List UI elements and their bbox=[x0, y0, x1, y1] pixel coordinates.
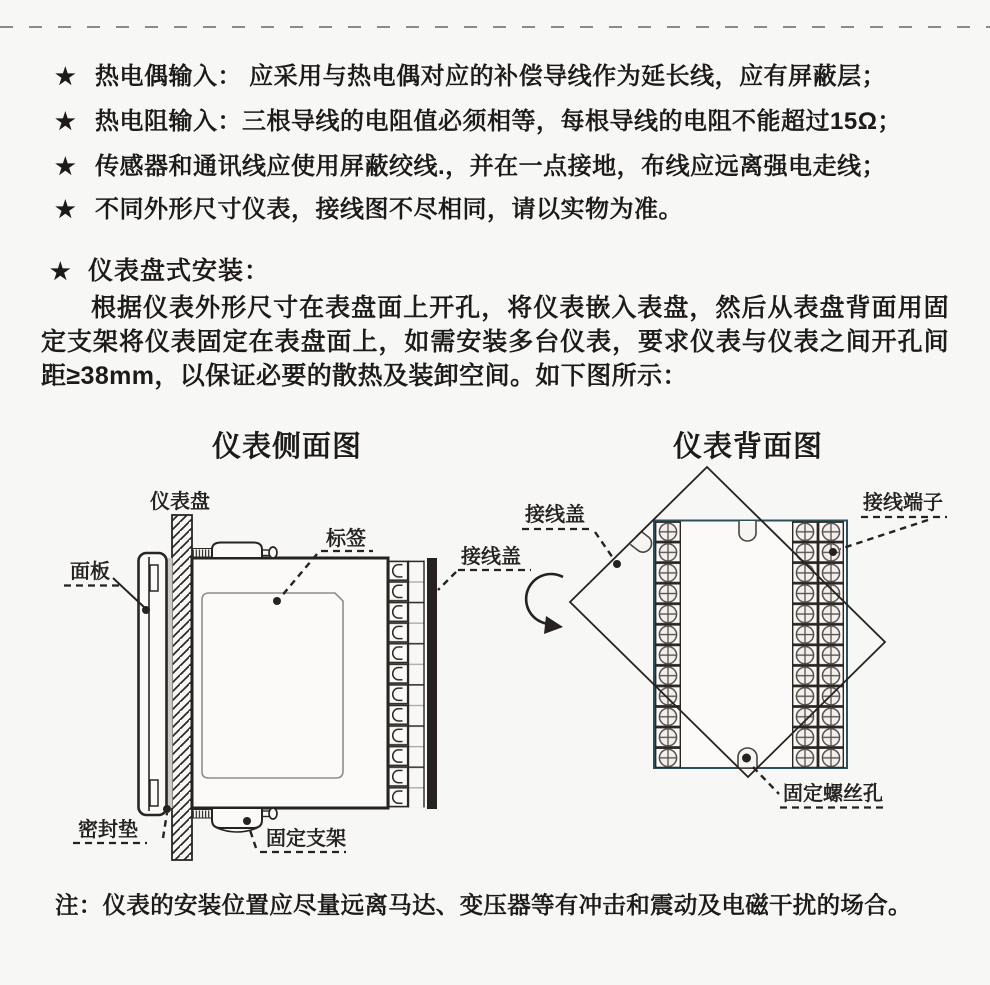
label-fixing-bracket: 固定支架 bbox=[266, 828, 346, 850]
instrument-body bbox=[192, 558, 388, 808]
bullet-text: 热电偶输入： 应采用与热电偶对应的补偿导线作为延长线，应有屏蔽层； bbox=[95, 63, 887, 90]
label-faceplate: 面板 bbox=[70, 561, 110, 583]
bullet-item-rtd bbox=[55, 107, 902, 136]
back-view-title: 仪表背面图 bbox=[672, 431, 824, 463]
star-bullet-icon: ★ bbox=[55, 196, 77, 222]
label-gasket: 密封垫 bbox=[78, 819, 138, 841]
section-title: 仪表盘式安装： bbox=[88, 257, 271, 285]
front-bezel bbox=[139, 553, 167, 815]
label-terminals: 接线端子 bbox=[863, 492, 943, 514]
terminal-strip-side bbox=[388, 561, 409, 808]
section-header-panel-mounting bbox=[50, 251, 270, 287]
installation-paragraph: 根据仪表外形尺寸在表盘面上开孔，将仪表嵌入表盘，然后从表盘背面用固定支架将仪表固定在表盘面上，如需安装多台仪表，要求仪表与仪表之间开孔间距≥38mm，以保证必要的散热及装卸空间。如下图所示： bbox=[41, 294, 949, 390]
star-bullet-icon: ★ bbox=[50, 258, 72, 284]
bullet-text: 热电阻输入：三根导线的电阻值必须相等，每根导线的电阻不能超过15Ω； bbox=[95, 108, 902, 135]
bottom-fixing-bracket bbox=[193, 808, 278, 832]
back-view-drawing bbox=[522, 467, 947, 808]
bullet-item-wiring-diagram bbox=[55, 195, 683, 224]
wiring-cover-bar bbox=[427, 558, 437, 809]
star-bullet-icon: ★ bbox=[55, 108, 77, 134]
label-wiring-cover-side: 接线盖 bbox=[461, 546, 521, 568]
bullet-item-shielding bbox=[55, 152, 886, 181]
screw-hole-dot bbox=[742, 754, 751, 763]
top-tab bbox=[739, 521, 756, 541]
cover-tab bbox=[630, 531, 655, 555]
bullet-item-thermocouple bbox=[55, 62, 886, 91]
label-fixing-screw-hole: 固定螺丝孔 bbox=[783, 783, 883, 805]
label-tag: 标签 bbox=[326, 528, 366, 550]
rotate-arrow-icon bbox=[526, 574, 563, 634]
terminal-column-right-1 bbox=[792, 522, 818, 769]
terminal-column-right-2 bbox=[818, 522, 844, 769]
top-fixing-bracket bbox=[193, 543, 278, 559]
side-view-title: 仪表侧面图 bbox=[211, 431, 363, 463]
label-mounting-panel: 仪表盘 bbox=[150, 491, 210, 513]
page-cut-line bbox=[0, 26, 990, 28]
bullet-text: 不同外形尺寸仪表，接线图不尽相同，请以实物为准。 bbox=[95, 196, 683, 223]
bullet-text: 传感器和通讯线应使用屏蔽绞线.，并在一点接地，布线应远离强电走线； bbox=[95, 153, 887, 180]
installation-note: 注：仪表的安装位置应尽量远离马达、变压器等有冲击和震动及电磁干扰的场合。 bbox=[55, 892, 912, 918]
side-view-drawing bbox=[64, 489, 531, 860]
label-wiring-cover-back: 接线盖 bbox=[525, 504, 585, 526]
star-bullet-icon: ★ bbox=[55, 63, 77, 89]
terminal-column-left bbox=[655, 522, 681, 769]
star-bullet-icon: ★ bbox=[55, 153, 77, 179]
mounting-panel-hatched-bar bbox=[172, 515, 192, 860]
installation-diagram bbox=[0, 460, 990, 870]
